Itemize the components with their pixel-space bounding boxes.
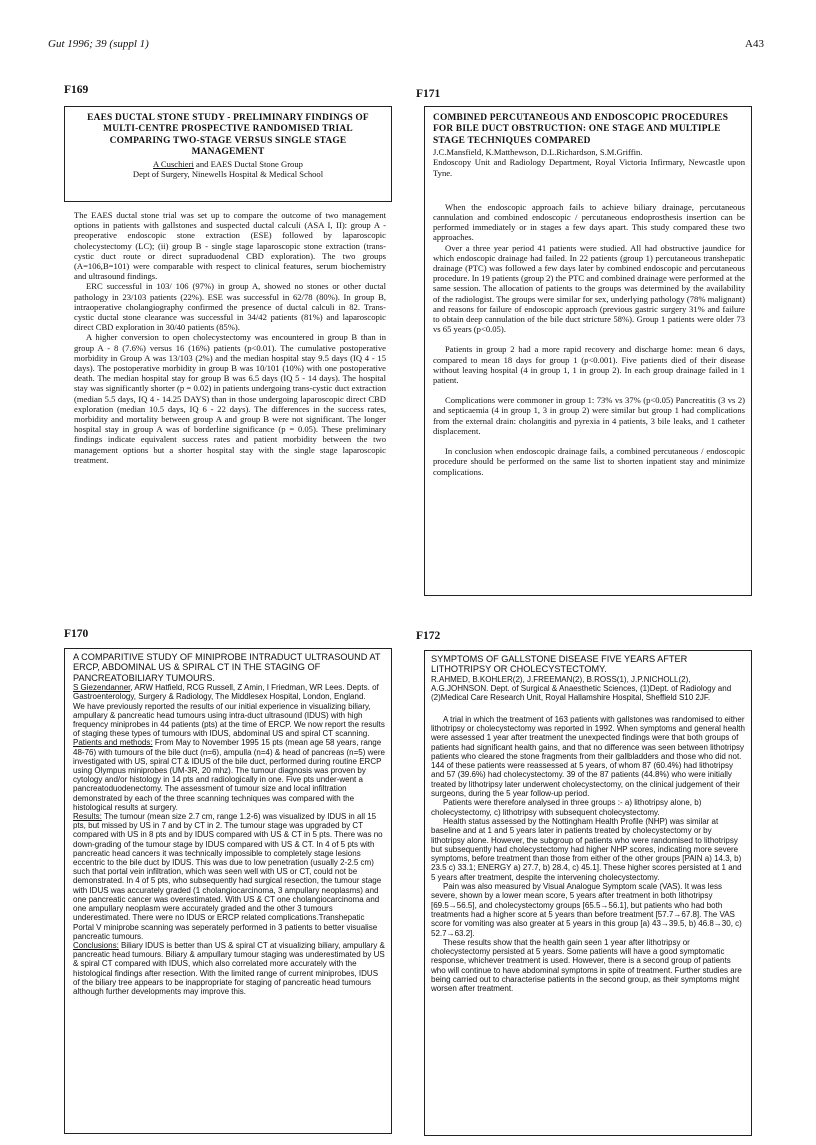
affiliation-f171: Endoscopy Unit and Radiology Department, Royal Victoria Infirmary, Newcastle upon Tyne. <box>433 157 745 178</box>
abstract-title-f171: COMBINED PERCUTANEOUS AND ENDOSCOPIC PROCEDURES FOR BILE DUCT OBSTRUCTION: ONE STAGE AND MULTIPLE STAGE TECHNIQUES COMPARED <box>433 113 729 146</box>
affiliation-f169: Dept of Surgery, Ninewells Hospital & Medical School <box>132 168 324 179</box>
paragraph: Health status assessed by the Nottingham Health Profile (NHP) was similar at baseline and at 1 and 5 years later in patients treated by cholecystectomy or by lithotripsy alone. However, the subgroup of patients who were randomised to lithotripsy but subsequently had cholecystectomy had higher NHP scores, indicating more severe symptoms, before treatment than those from either of the other groups [PAIN a) 14.3, b) 23.5 c) 33.1; ENERGY a) 27.7, b) 28.4, c) 45.1]. These higher scores persisted at 1 and 5 years after treatment, despite the intervening cholecystectomy. <box>431 816 742 882</box>
paragraph: Over a three year period 41 patients were studied. All had obstructive jaundice for which endoscopic drainage had failed. In 22 patients (group 1) percutaneous transhepatic drainage (PTC) was followed a few days later by combined endoscopic and percutaneous procedure. In 19 patients (group 2) the PTC and combined drainage were performed at the same session. The allocation of patients to the groups was determined by the availability of the radiologist. The groups were similar for sex, underlying pathology (78% malignant) and reasons for failure of endoscopic approach (previous gastric surgery 31% and failure to obtain deep cannulation of the bile duct stricture 58%). Group 1 patients were older 73 vs 65 years (p<0.05). <box>433 242 745 335</box>
paragraph: The EAES ductal stone trial was set up to compare the outcome of two management options in patients with gallstones and suspected ductal calculi (ASA I, II): group A - preoperative endoscopic stone extraction (ESE) followed by laparoscopic cholecystectomy (LC); (ii) group B - single stage laparoscopic stone extraction (trans-cystic duct route or direct supraduodenal CBD exploration). The two groups (A=106,B=101) were comparable with respect to clinical features, serum biochemistry and ultrasound findings. <box>74 210 386 282</box>
abstract-title-f169: EAES DUCTAL STONE STUDY - PRELIMINARY FINDINGS OF MULTI-CENTRE PROSPECTIVE RANDOMISED TRIAL COMPARING TWO-STAGE VERSUS SINGLE STAGE MANAGEMENT <box>87 113 369 158</box>
paragraph: Patients and methods: From May to November 1995 15 pts (mean age 58 years, range 48-76) with tumours of the bile duct (n=6), ampulla (n=4) & head of pancreas (n=5) were investigated with US, spiral CT & IDUS of the bile duct, performed during routine ERCP using Olympus miniprobes (UM-3R, 20 mhz). The tumour diagnosis was proven by cytology and/or histology in 14 pts and radiologically in one. Five pts under-went a pancreatoduodenectomy. The assessment of tumour size and local infiltration demonstrated by each of the three scanning techniques was compared with the histological results at surgery. <box>73 738 385 812</box>
abstract-code-f172: F172 <box>416 630 441 642</box>
abstract-box-f172 <box>424 650 752 1136</box>
paragraph: Conclusions: Biliary IDUS is better than US & spiral CT at visualizing biliary, ampullary & pancreatic head tumours. Biliary & ampullary tumour staging was underestimated by US & spiral CT compared with IDUS, which also correlated more accurately with the histological findings after resection. With the limited range of current miniprobes, IDUS of the biliary tree appears to be inappropriate for staging of pancreatic head tumours although further developments may improve this. <box>73 940 385 996</box>
page-number: A43 <box>745 38 764 50</box>
abstract-box-f170 <box>64 648 392 1134</box>
lead-author-f169: A Cuschieri <box>153 158 194 169</box>
paragraph: We have previously reported the results of our initial experience in visualizing biliary, ampullary & pancreatic head tumours using intra-duct ultrasound (IDUS) with high frequency miniprobes in 44 patients (pts) at the time of ERCP. We now report the results of staging these types of tumours with IDUS, abdominal US and spiral CT scanning. <box>73 701 385 739</box>
abstract-code-f170: F170 <box>64 628 89 640</box>
abstract-body-f169 <box>74 210 386 582</box>
paragraph: In conclusion when endoscopic drainage fails, a combined percutaneous / endoscopic procedure should be performed on the same list to shorten inpatient stay and minimize complications. <box>433 446 745 477</box>
abstract-title-f172: SYMPTOMS OF GALLSTONE DISEASE FIVE YEARS AFTER LITHOTRIPSY OR CHOLECYSTECTOMY. <box>431 654 688 675</box>
paragraph: A trial in which the treatment of 163 patients with gallstones was randomised to either lithotripsy or cholecystectomy was reported in 1992. When symptoms and general health were assessed 1 year after treatment the unexpected findings were that both groups of patients had significant health gains, and that no difference was seen between lithotripsy patients who cleared the stone fragments from their gallbladders and those who did not. 144 of these patients were reassessed at 5 years, of whom 87 (60.4%) had lithotripsy and 57 (39.6%) had cholecystectomy. 39 of the 87 patients (44.8%) who were initially treated by lithotripsy later underwent cholecystectomy, on the clinical judgement of their surgeons, during the 5 year follow-up period. <box>431 714 745 799</box>
abstract-title-f170: A COMPARITIVE STUDY OF MINIPROBE INTRADUCT ULTRASOUND AT ERCP, ABDOMINAL US & SPIRAL CT IN THE STAGING OF PANCREATOBILIARY TUMOURS. <box>73 652 381 683</box>
lead-author-f170: S Giezendanner <box>73 683 131 693</box>
section-label: Conclusions: <box>73 940 119 950</box>
paragraph: Patients in group 2 had a more rapid recovery and discharge home: mean 6 days, compared to mean 18 days for group 1 (p<0.001). Five patients died of their disease without leaving hospital (4 in group 1, 1 in group 2). In each group drainage failed in 1 patient. <box>433 344 745 386</box>
section-label: Patients and methods: <box>73 738 153 748</box>
paragraph: Results: The tumour (mean size 2.7 cm, range 1.2-6) was visualized by IDUS in all 15 pts, but missed by US in 7 and by CT in 2. The tumour stage was upgraded by CT compared with US in 8 pts and by IDUS compared with US & CT in 5 pts. There was no down-grading of the tumour stage by IDUS compared with US & CT. In 4 of 5 pts with pancreatic head cancers it was technically impossible to completely stage lesions eccentric to the bile duct by IDUS. This was due to low penetration (usually 2-2.5 cm) such that portal vein infiltration, which was seen well with US or CT, could not be demonstrated. In 4 of 5 pts, who subsequently had surgical resection, the tumour stage with IDUS was accurately graded (1 cholangiocarcinoma, 3 ampullary neoplasms) and one pancreatic cancer was overestimated. With US & CT one cholangiocarcinoma and one ampullary neoplasm were accurately graded and the other 3 tumours underestimated. There were no IDUS or ERCP related complications.Transhepatic Portal V miniprobe scanning was seperately performed in 3 patients to better visualise pancreatic tumours. <box>73 812 383 941</box>
paragraph: These results show that the health gain seen 1 year after lithotripsy or cholecystectomy persisted at 5 years. Some patients will have a good symptomatic response, whichever treatment is used. However, there is a second group of patients who will continue to have abdominal symptoms in spite of treatment. Further studies are being carried out to characterise patients in the second group, as their symptoms might worsen after treatment. <box>431 937 742 994</box>
paragraph: Patients were therefore analysed in three groups :- a) lithotripsy alone, b) cholecystectomy, c) lithotripsy with subsequent cholecystectomy. <box>431 798 702 817</box>
title-box-f169 <box>64 106 392 202</box>
authors-f170 <box>73 683 385 701</box>
co-authors-f170: , ARW Hatfield, RCG Russell, Z Amin, I Friedman, WR Lees. Depts. of Gastroenterology, Surgery & Radiology, The Middlesex Hospital, London, England. <box>73 683 379 702</box>
authors-f169 <box>73 159 383 169</box>
abstract-code-f169: F169 <box>64 84 89 96</box>
paragraph: Pain was also measured by Visual Analogue Symptom scale (VAS). It was less severe, shown by a lower mean score, 5 years after treatment in both lithotripsy [69.5→56.5], and cholecystectomy groups [65.5→56.1], but patients who had both treatments had a higher score at 5 years than before treatment [57.7→67.8]. The VAS score for vomiting was also greater at 5 years in this group [a) 43→39.5, b) 46.8→30, c) 52.7→63.2]. <box>431 882 742 938</box>
section-label: Results: <box>73 812 102 822</box>
paragraph: Complications were commoner in group 1: 73% vs 37% (p<0.05) Pancreatitis (3 vs 2) and septicaemia (4 in group 1, 3 in group 2) were similar but group 1 had complications from the external drain: cholangitis and pyrexia in 4 patients, 3 bile leaks, and 1 catheter displacement. <box>433 395 745 436</box>
paragraph: When the endoscopic approach fails to achieve biliary drainage, percutaneous cannulation and combined endoscopic / percutaneous endoprosthesis insertion can be performed immediately or in stages a few days apart. This study compared these two approaches. <box>433 201 745 243</box>
abstract-box-f171 <box>424 106 752 596</box>
paragraph: ERC successful in 103/ 106 (97%) in group A, showed no stones or other ductal pathology in 23/103 patients (22%). ESE was successful in 62/78 (80%). In group B, intraoperative cholangiography confirmed the presence of ductal calculi in 82. Trans-cystic ductal stone clearance was successful in 34/42 patients (81%) and laparoscopic direct CBD exploration in 30/40 patients (85%). <box>74 281 386 333</box>
authors-f171: J.C.Mansfield, K.Matthewson, D.L.Richardson, S.M.Griffin. <box>433 147 643 158</box>
co-authors-f169: and EAES Ductal Stone Group <box>193 158 303 169</box>
authors-f172: R.AHMED, B.KOHLER(2), J.FREEMAN(2), B.ROSS(1), J.P.NICHOLL(2), A.G.JOHNSON. Dept. of Surgical & Anaesthetic Sciences, (1)Dept. of Radiology and (2)Medical Care Research Unit, Royal Hallamshire Hospital, Sheffield S10 2JF. <box>431 674 732 703</box>
paragraph: A higher conversion to open cholecystectomy was encountered in group B than in group A - 8 (7.6%) versus 16 (16%) patients (p<0.01). The cumulative postoperative morbidity in Group A was 13/103 (2%) and the median hospital stay 9.5 days (IQ 4 - 15 days). The postoperative morbidity in group B was 10/101 (10%) with one postoperative death. The median hospital stay for group B was 6.5 days (IQ 5 - 14 days). The hospital stay was significantly shorter (p = 0.02) in patients undergoing trans-cystic duct extraction (median 5.5 days, IQ 4 - 14.25 DAYS) than in those undergoing laparoscopic direct CBD exploration (median 10.5 days, IQ 6 - 22 days). The differences in the success rates, morbidity and mortality between group A and group B were not significant. The longer hospital stay in group A was of borderline significance (p = 0.05). These preliminary findings indicate equivalent success rates and patient morbidity between the two management options but a shorter hospital stay with the single stage laparoscopic treatment. <box>74 332 386 465</box>
abstract-code-f171: F171 <box>416 88 441 100</box>
journal-header: Gut 1996; 39 (suppl 1) <box>48 38 149 50</box>
